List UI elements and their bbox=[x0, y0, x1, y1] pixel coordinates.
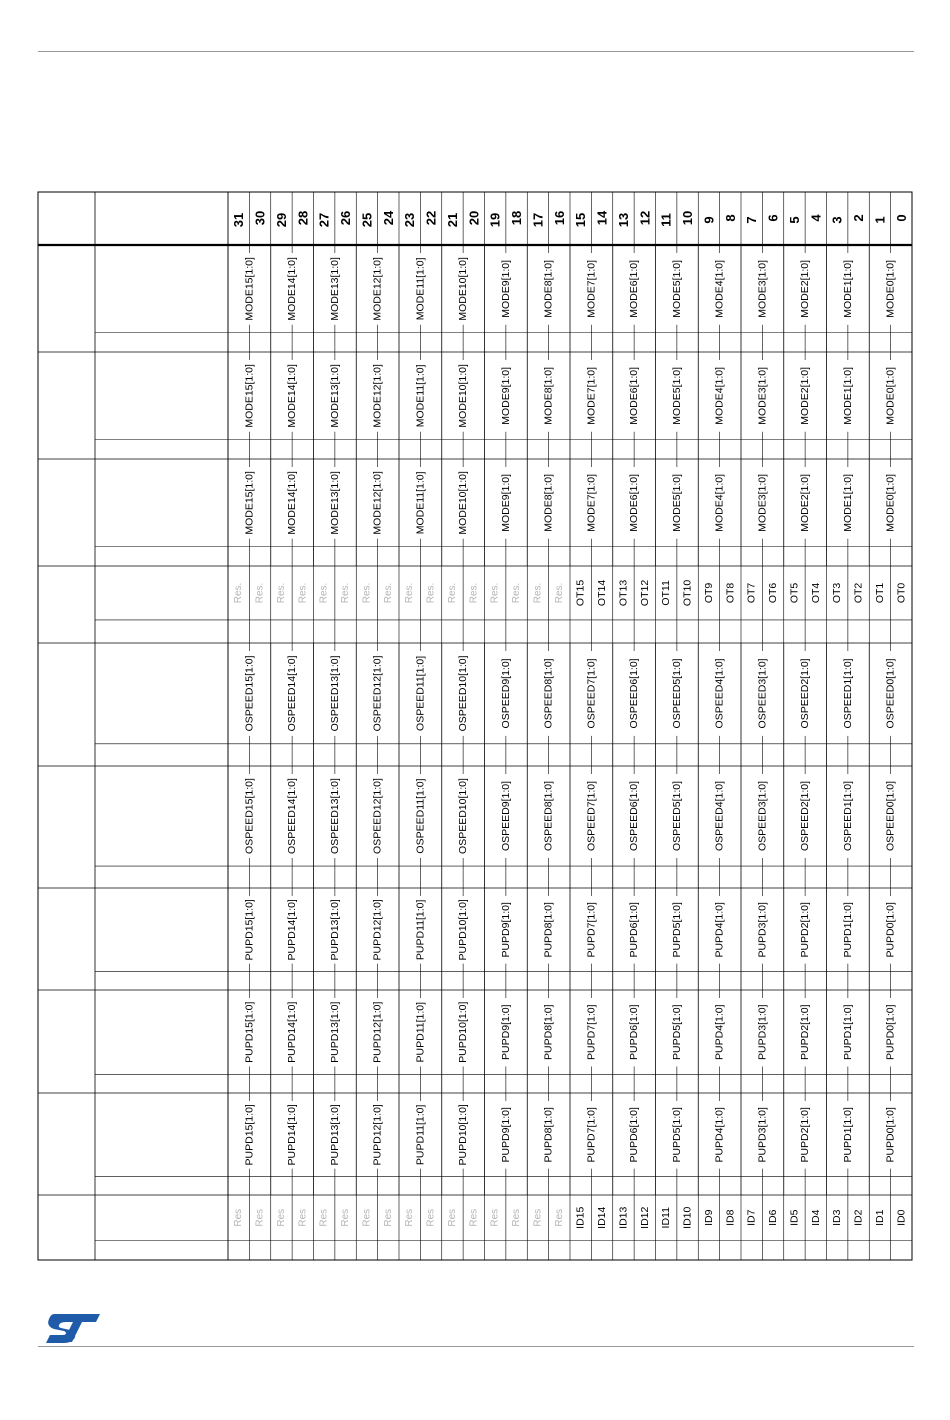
field-label: PUPD14[1:0] bbox=[286, 899, 299, 961]
field-label: MODE11[1:0] bbox=[414, 364, 427, 428]
field-label: PUPD6[1:0] bbox=[628, 1004, 641, 1060]
field-label: MODE0[1:0] bbox=[884, 473, 897, 532]
bit-field-label: ID2 bbox=[852, 1209, 865, 1226]
reserved-bit-label: Res. bbox=[297, 582, 309, 604]
bit-field-label: OT0 bbox=[895, 582, 908, 604]
bit-number-label: 31 bbox=[231, 212, 247, 228]
bit-field-label: OT3 bbox=[831, 582, 844, 604]
field-label: MODE8[1:0] bbox=[542, 473, 555, 532]
reserved-bit-label: Res. bbox=[382, 582, 394, 604]
field-label: PUPD1[1:0] bbox=[841, 1004, 854, 1060]
reserved-bit-label: Res bbox=[361, 1208, 373, 1227]
reserved-bit-label: Res bbox=[446, 1208, 458, 1227]
field-label: MODE13[1:0] bbox=[328, 257, 341, 321]
field-label: MODE3[1:0] bbox=[756, 473, 769, 532]
reserved-bit-label: Res bbox=[553, 1208, 565, 1227]
reserved-bit-label: Res. bbox=[553, 582, 565, 604]
reserved-bit-label: Res bbox=[511, 1208, 523, 1227]
bit-number-label: 15 bbox=[573, 212, 589, 228]
field-label: OSPEED7[1:0] bbox=[585, 658, 598, 729]
field-label: MODE1[1:0] bbox=[841, 366, 854, 425]
field-label: MODE8[1:0] bbox=[542, 366, 555, 425]
bit-number-label: 13 bbox=[615, 212, 631, 228]
field-label: MODE2[1:0] bbox=[799, 366, 812, 425]
field-label: MODE9[1:0] bbox=[499, 473, 512, 532]
field-label: PUPD0[1:0] bbox=[884, 902, 897, 958]
field-label: PUPD6[1:0] bbox=[628, 1107, 641, 1163]
field-label: PUPD11[1:0] bbox=[414, 1104, 427, 1166]
field-label: MODE15[1:0] bbox=[243, 364, 256, 428]
field-label: OSPEED7[1:0] bbox=[585, 780, 598, 852]
bit-number-label: 7 bbox=[744, 216, 760, 224]
field-label: PUPD4[1:0] bbox=[713, 1107, 726, 1163]
field-label: OSPEED15[1:0] bbox=[243, 655, 256, 732]
field-label: PUPD5[1:0] bbox=[670, 1107, 683, 1163]
reserved-bit-label: Res bbox=[318, 1208, 330, 1227]
field-label: MODE11[1:0] bbox=[414, 257, 427, 321]
bit-number-label: 22 bbox=[423, 210, 439, 226]
field-label: OSPEED13[1:0] bbox=[328, 778, 341, 854]
field-label: MODE1[1:0] bbox=[841, 259, 854, 318]
field-label: OSPEED4[1:0] bbox=[713, 658, 726, 729]
bit-number-label: 29 bbox=[273, 212, 289, 228]
field-label: OSPEED2[1:0] bbox=[799, 780, 812, 852]
bit-field-label: ID11 bbox=[660, 1207, 673, 1229]
field-label: MODE8[1:0] bbox=[542, 259, 555, 318]
field-label: PUPD5[1:0] bbox=[670, 902, 683, 958]
bit-field-label: ID0 bbox=[895, 1209, 908, 1226]
bit-number-label: 4 bbox=[808, 214, 824, 222]
field-label: MODE0[1:0] bbox=[884, 366, 897, 425]
field-label: PUPD12[1:0] bbox=[371, 1001, 384, 1063]
field-label: MODE4[1:0] bbox=[713, 473, 726, 532]
field-label: PUPD13[1:0] bbox=[328, 1001, 341, 1063]
bit-field-label: ID14 bbox=[596, 1206, 609, 1229]
field-label: PUPD11[1:0] bbox=[414, 899, 427, 961]
bit-field-label: ID13 bbox=[617, 1206, 630, 1229]
bit-number-label: 17 bbox=[530, 212, 546, 228]
field-label: OSPEED15[1:0] bbox=[243, 778, 256, 854]
field-label: MODE3[1:0] bbox=[756, 366, 769, 425]
field-label: PUPD4[1:0] bbox=[713, 902, 726, 958]
field-label: PUPD6[1:0] bbox=[628, 902, 641, 958]
field-label: MODE2[1:0] bbox=[799, 473, 812, 532]
field-label: MODE13[1:0] bbox=[328, 471, 341, 535]
bit-field-label: ID9 bbox=[702, 1209, 715, 1226]
reserved-bit-label: Res bbox=[254, 1208, 266, 1227]
reserved-bit-label: Res. bbox=[254, 582, 266, 604]
field-label: MODE6[1:0] bbox=[628, 366, 641, 425]
bit-field-label: OT12 bbox=[638, 579, 651, 607]
field-label: PUPD2[1:0] bbox=[799, 902, 812, 958]
field-label: PUPD9[1:0] bbox=[499, 902, 512, 958]
field-label: PUPD10[1:0] bbox=[457, 1104, 470, 1166]
field-label: PUPD14[1:0] bbox=[286, 1001, 299, 1063]
field-label: MODE10[1:0] bbox=[457, 471, 470, 535]
bit-number-label: 16 bbox=[551, 210, 567, 226]
bit-field-label: OT11 bbox=[660, 580, 673, 606]
field-label: MODE14[1:0] bbox=[286, 257, 299, 321]
field-label: PUPD2[1:0] bbox=[799, 1004, 812, 1060]
field-label: PUPD7[1:0] bbox=[585, 1107, 598, 1163]
bit-number-label: 3 bbox=[829, 216, 845, 224]
field-label: MODE1[1:0] bbox=[841, 473, 854, 532]
field-label: PUPD0[1:0] bbox=[884, 1107, 897, 1163]
footer-rule bbox=[38, 1346, 914, 1347]
reserved-bit-label: Res. bbox=[532, 582, 544, 604]
reserved-bit-label: Res. bbox=[318, 582, 330, 604]
bit-number-label: 27 bbox=[316, 212, 332, 228]
bit-field-label: OT6 bbox=[767, 582, 780, 604]
bit-number-label: 10 bbox=[680, 210, 696, 226]
field-label: OSPEED11[1:0] bbox=[414, 655, 427, 731]
reserved-bit-label: Res. bbox=[468, 582, 480, 604]
field-label: OSPEED6[1:0] bbox=[628, 780, 641, 852]
field-label: OSPEED8[1:0] bbox=[542, 658, 555, 729]
bit-number-label: 18 bbox=[509, 210, 525, 226]
reserved-bit-label: Res. bbox=[233, 582, 245, 604]
field-label: PUPD0[1:0] bbox=[884, 1004, 897, 1060]
bit-number-label: 2 bbox=[851, 214, 867, 222]
reserved-bit-label: Res bbox=[468, 1208, 480, 1227]
bit-number-label: 28 bbox=[295, 210, 311, 226]
field-label: PUPD10[1:0] bbox=[457, 899, 470, 961]
field-label: PUPD5[1:0] bbox=[670, 1004, 683, 1060]
field-label: PUPD10[1:0] bbox=[457, 1001, 470, 1063]
field-label: PUPD8[1:0] bbox=[542, 902, 555, 958]
field-label: PUPD8[1:0] bbox=[542, 1004, 555, 1060]
bit-number-label: 11 bbox=[658, 213, 674, 227]
bit-field-label: ID6 bbox=[767, 1209, 780, 1226]
field-label: OSPEED14[1:0] bbox=[286, 778, 299, 854]
field-label: MODE10[1:0] bbox=[457, 364, 470, 428]
field-label: MODE13[1:0] bbox=[328, 364, 341, 428]
field-label: PUPD7[1:0] bbox=[585, 902, 598, 958]
reserved-bit-label: Res. bbox=[361, 582, 373, 604]
field-label: PUPD14[1:0] bbox=[286, 1104, 299, 1166]
field-label: PUPD2[1:0] bbox=[799, 1107, 812, 1163]
bit-number-label: 0 bbox=[893, 214, 909, 222]
reserved-bit-label: Res. bbox=[446, 582, 458, 604]
field-label: OSPEED6[1:0] bbox=[628, 658, 641, 729]
field-label: OSPEED12[1:0] bbox=[371, 655, 384, 732]
field-label: MODE2[1:0] bbox=[799, 259, 812, 318]
reserved-bit-label: Res bbox=[532, 1208, 544, 1227]
bit-field-label: ID1 bbox=[873, 1209, 886, 1226]
field-label: OSPEED8[1:0] bbox=[542, 780, 555, 852]
field-label: MODE5[1:0] bbox=[670, 366, 683, 425]
reserved-bit-label: Res bbox=[233, 1208, 245, 1227]
bit-number-label: 19 bbox=[487, 212, 503, 228]
reserved-bit-label: Res bbox=[340, 1208, 352, 1227]
field-label: OSPEED3[1:0] bbox=[756, 780, 769, 852]
field-label: OSPEED13[1:0] bbox=[328, 655, 341, 732]
field-label: MODE3[1:0] bbox=[756, 259, 769, 318]
field-label: PUPD4[1:0] bbox=[713, 1004, 726, 1060]
field-label: MODE4[1:0] bbox=[713, 259, 726, 318]
field-label: OSPEED0[1:0] bbox=[884, 658, 897, 729]
bit-number-label: 1 bbox=[872, 216, 888, 224]
st-logo bbox=[44, 1310, 102, 1344]
field-label: OSPEED11[1:0] bbox=[414, 778, 427, 854]
field-label: PUPD13[1:0] bbox=[328, 1104, 341, 1166]
field-label: PUPD1[1:0] bbox=[841, 1107, 854, 1163]
field-label: MODE6[1:0] bbox=[628, 259, 641, 318]
field-label: MODE15[1:0] bbox=[243, 257, 256, 321]
bit-number-label: 5 bbox=[786, 216, 802, 224]
field-label: MODE5[1:0] bbox=[670, 473, 683, 532]
bit-number-label: 8 bbox=[722, 214, 738, 222]
field-label: PUPD15[1:0] bbox=[243, 1001, 256, 1063]
field-label: OSPEED4[1:0] bbox=[713, 780, 726, 852]
field-label: PUPD15[1:0] bbox=[243, 899, 256, 961]
field-label: OSPEED10[1:0] bbox=[457, 655, 470, 732]
field-label: MODE7[1:0] bbox=[585, 259, 598, 318]
bit-field-label: OT14 bbox=[596, 579, 609, 607]
bit-number-label: 20 bbox=[466, 210, 482, 226]
field-label: PUPD12[1:0] bbox=[371, 899, 384, 961]
field-label: MODE0[1:0] bbox=[884, 259, 897, 318]
bit-number-label: 30 bbox=[252, 210, 268, 226]
reserved-bit-label: Res. bbox=[511, 582, 523, 604]
field-label: OSPEED10[1:0] bbox=[457, 778, 470, 854]
field-label: OSPEED1[1:0] bbox=[841, 658, 854, 729]
reserved-bit-label: Res. bbox=[275, 582, 287, 604]
field-label: MODE12[1:0] bbox=[371, 257, 384, 321]
field-label: PUPD1[1:0] bbox=[841, 902, 854, 958]
bit-field-label: ID10 bbox=[681, 1206, 694, 1229]
bit-field-label: OT10 bbox=[681, 579, 694, 607]
bit-field-label: ID4 bbox=[809, 1209, 822, 1226]
field-label: PUPD15[1:0] bbox=[243, 1104, 256, 1166]
bit-number-label: 23 bbox=[402, 212, 418, 228]
bit-field-label: OT15 bbox=[574, 579, 587, 607]
bit-number-label: 26 bbox=[338, 210, 354, 226]
field-label: MODE14[1:0] bbox=[286, 471, 299, 535]
field-label: OSPEED12[1:0] bbox=[371, 778, 384, 854]
reserved-bit-label: Res bbox=[425, 1208, 437, 1227]
field-label: OSPEED0[1:0] bbox=[884, 780, 897, 852]
bit-number-label: 6 bbox=[765, 214, 781, 222]
field-label: OSPEED2[1:0] bbox=[799, 658, 812, 729]
field-label: MODE12[1:0] bbox=[371, 364, 384, 428]
field-label: MODE9[1:0] bbox=[499, 366, 512, 425]
field-label: PUPD8[1:0] bbox=[542, 1107, 555, 1163]
reserved-bit-label: Res bbox=[489, 1208, 501, 1227]
reserved-bit-label: Res. bbox=[489, 582, 501, 604]
bit-field-label: ID12 bbox=[638, 1206, 651, 1229]
field-label: OSPEED9[1:0] bbox=[499, 658, 512, 729]
reserved-bit-label: Res bbox=[297, 1208, 309, 1227]
field-label: PUPD3[1:0] bbox=[756, 1004, 769, 1060]
reserved-bit-label: Res. bbox=[340, 582, 352, 604]
field-label: PUPD7[1:0] bbox=[585, 1004, 598, 1060]
field-label: PUPD3[1:0] bbox=[756, 1107, 769, 1163]
reserved-bit-label: Res. bbox=[404, 582, 416, 604]
bit-number-label: 25 bbox=[359, 212, 375, 228]
bit-field-label: ID7 bbox=[745, 1209, 758, 1226]
field-label: MODE15[1:0] bbox=[243, 471, 256, 535]
bit-number-label: 12 bbox=[637, 210, 653, 226]
field-label: PUPD13[1:0] bbox=[328, 899, 341, 961]
bit-field-label: OT8 bbox=[724, 582, 737, 604]
field-label: OSPEED14[1:0] bbox=[286, 655, 299, 732]
field-label: OSPEED5[1:0] bbox=[670, 658, 683, 729]
bit-number-label: 24 bbox=[380, 210, 396, 226]
field-label: OSPEED5[1:0] bbox=[670, 780, 683, 852]
bit-field-label: ID8 bbox=[724, 1209, 737, 1226]
field-label: PUPD3[1:0] bbox=[756, 902, 769, 958]
bit-field-label: OT9 bbox=[702, 582, 715, 604]
field-label: MODE7[1:0] bbox=[585, 366, 598, 425]
bit-field-label: OT2 bbox=[852, 582, 865, 604]
reserved-bit-label: Res bbox=[404, 1208, 416, 1227]
bit-field-label: ID3 bbox=[831, 1209, 844, 1226]
bit-field-label: OT1 bbox=[873, 582, 886, 604]
field-label: MODE4[1:0] bbox=[713, 366, 726, 425]
bit-number-label: 9 bbox=[701, 216, 717, 224]
field-label: MODE10[1:0] bbox=[457, 257, 470, 321]
bit-field-label: OT7 bbox=[745, 582, 758, 604]
field-label: MODE6[1:0] bbox=[628, 473, 641, 532]
reserved-bit-label: Res bbox=[382, 1208, 394, 1227]
reserved-bit-label: Res. bbox=[425, 582, 437, 604]
field-label: OSPEED3[1:0] bbox=[756, 658, 769, 729]
bit-field-label: OT13 bbox=[617, 579, 630, 607]
field-label: MODE5[1:0] bbox=[670, 259, 683, 318]
field-label: OSPEED9[1:0] bbox=[499, 780, 512, 852]
bit-field-label: ID15 bbox=[574, 1206, 587, 1229]
field-label: MODE7[1:0] bbox=[585, 473, 598, 532]
bit-field-label: OT4 bbox=[809, 582, 822, 604]
field-label: MODE14[1:0] bbox=[286, 364, 299, 428]
field-label: MODE9[1:0] bbox=[499, 259, 512, 318]
field-label: PUPD12[1:0] bbox=[371, 1104, 384, 1166]
field-label: PUPD11[1:0] bbox=[414, 1001, 427, 1063]
bit-field-label: ID5 bbox=[788, 1209, 801, 1226]
reserved-bit-label: Res bbox=[275, 1208, 287, 1227]
field-label: MODE12[1:0] bbox=[371, 471, 384, 535]
field-label: PUPD9[1:0] bbox=[499, 1107, 512, 1163]
bit-field-label: OT5 bbox=[788, 582, 801, 604]
bit-number-label: 21 bbox=[444, 212, 460, 228]
field-label: MODE11[1:0] bbox=[414, 471, 427, 535]
bit-number-label: 14 bbox=[594, 210, 610, 226]
field-label: PUPD9[1:0] bbox=[499, 1004, 512, 1060]
field-label: OSPEED1[1:0] bbox=[841, 780, 854, 852]
